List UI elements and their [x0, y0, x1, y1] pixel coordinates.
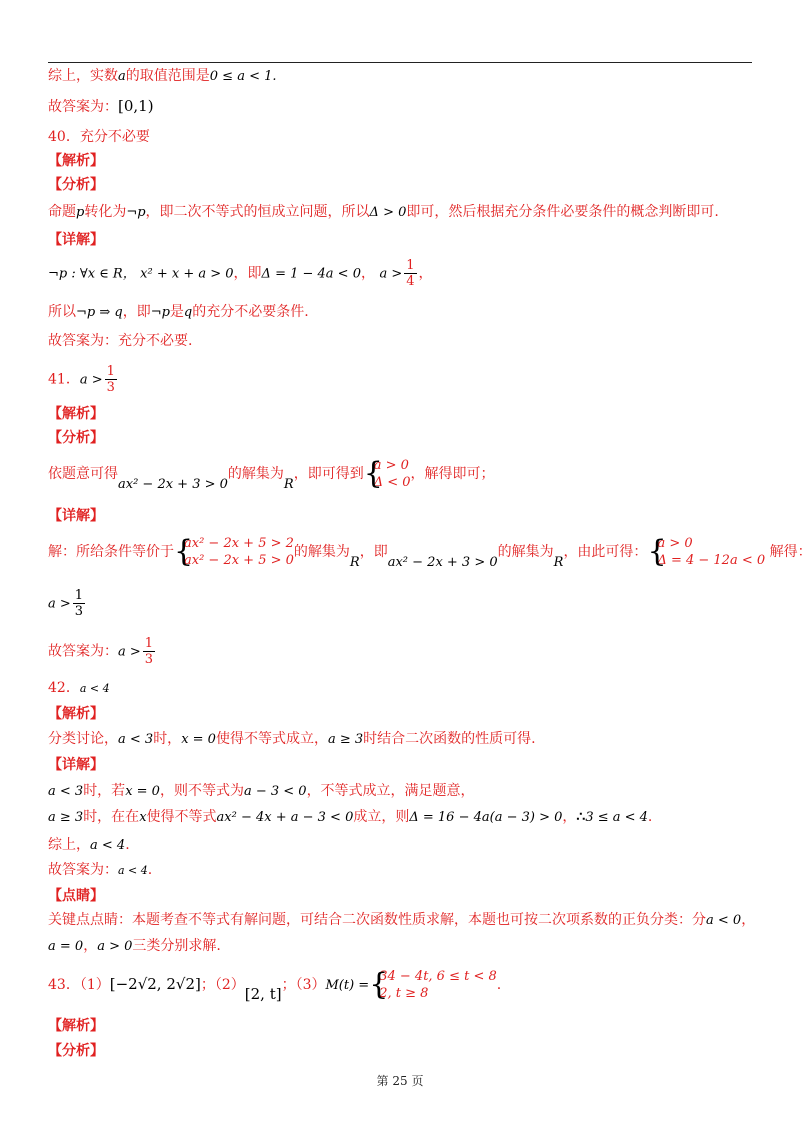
- q42-case1: a < 3时，若x = 0，则不等式为a − 3 < 0，不等式成立，满足题意，: [48, 783, 475, 799]
- q40-analysis: 命题p转化为¬p，即二次不等式的恒成立问题，所以Δ > 0即可，然后根据充分条件必要条件的概念判断即可.: [48, 204, 719, 220]
- q42-answer: 故答案为：a < 4.: [48, 862, 153, 878]
- q42-keypoint-1: 关键点点睛：本题考查不等式有解问题，可结合二次函数性质求解，本题也可按二次项系数的正负分类：分a < 0，: [48, 912, 756, 928]
- q39-conclusion: 综上，实数a的取值范围是0 ≤ a < 1.: [48, 68, 277, 84]
- header-rule: [48, 62, 752, 63]
- q42-analysis: 分类讨论，a < 3时，x = 0使得不等式成立，a ≥ 3时结合二次函数的性质可得.: [48, 731, 536, 747]
- q40-title: 40．充分不必要: [48, 129, 150, 145]
- q41-detail: 解：所给条件等价于 { ax² − 2x + 5 > 2 ax² − 2x + 5 > 0 的解集为R，即ax² − 2x + 3 > 0的解集为R，由此可得： { a > 0 Δ = 4 − 12a < 0 解得：: [48, 534, 812, 570]
- q42-summary: 综上，a < 4.: [48, 837, 130, 853]
- q40-detail: ¬p : ∀x ∈ R， x² + x + a > 0，即Δ = 1 − 4a < 0， a > $\frac{1}{4}$ ，: [48, 258, 433, 289]
- q43-title: 43．（1）[−2√2, 2√2]；（2）[2, t]；（3）M(t) = { 34 − 4t, 6 ≤ t < 8 2, t ≥ 8 .: [48, 967, 502, 1003]
- q42-title: 42．a < 4: [48, 680, 110, 696]
- q42-jiexi-tag: 【解析】: [48, 706, 104, 722]
- q43-jiexi-tag: 【解析】: [48, 1018, 104, 1034]
- q40-sufficient: 所以¬p ⇒ q，即¬p是q的充分不必要条件.: [48, 304, 309, 320]
- q41-jiexi-tag: 【解析】: [48, 406, 104, 422]
- q42-case2: a ≥ 3时，在在x使得不等式ax² − 4x + a − 3 < 0成立，则Δ = 16 − 4a(a − 3) > 0，∴3 ≤ a < 4.: [48, 809, 653, 825]
- q40-answer: 故答案为：充分不必要.: [48, 333, 193, 349]
- q42-keypoint-2: a = 0，a > 0三类分别求解.: [48, 938, 221, 954]
- q41-xiangjie-tag: 【详解】: [48, 508, 104, 524]
- q41-analysis: 依题意可得ax² − 2x + 3 > 0的解集为R，即可得到 { a > 0 Δ < 0 ，解得即可；: [48, 456, 495, 492]
- q41-result: a > $\frac{1}{3}$: [48, 588, 84, 619]
- q41-fenxi-tag: 【分析】: [48, 430, 104, 446]
- q41-title: 41．a > $\frac{1}{3}$: [48, 364, 115, 395]
- q40-fenxi-tag: 【分析】: [48, 177, 104, 193]
- q41-answer: 故答案为：a > $\frac{1}{3}$: [48, 636, 154, 667]
- page-number: 第 25 页: [376, 1074, 424, 1088]
- q43-fenxi-tag: 【分析】: [48, 1043, 104, 1059]
- q39-answer: 故答案为：[0,1): [48, 97, 154, 115]
- q40-xiangjie-tag: 【详解】: [48, 232, 104, 248]
- q42-dianjing-tag: 【点睛】: [48, 888, 104, 904]
- q40-jiexi-tag: 【解析】: [48, 153, 104, 169]
- q42-xiangjie-tag: 【详解】: [48, 757, 104, 773]
